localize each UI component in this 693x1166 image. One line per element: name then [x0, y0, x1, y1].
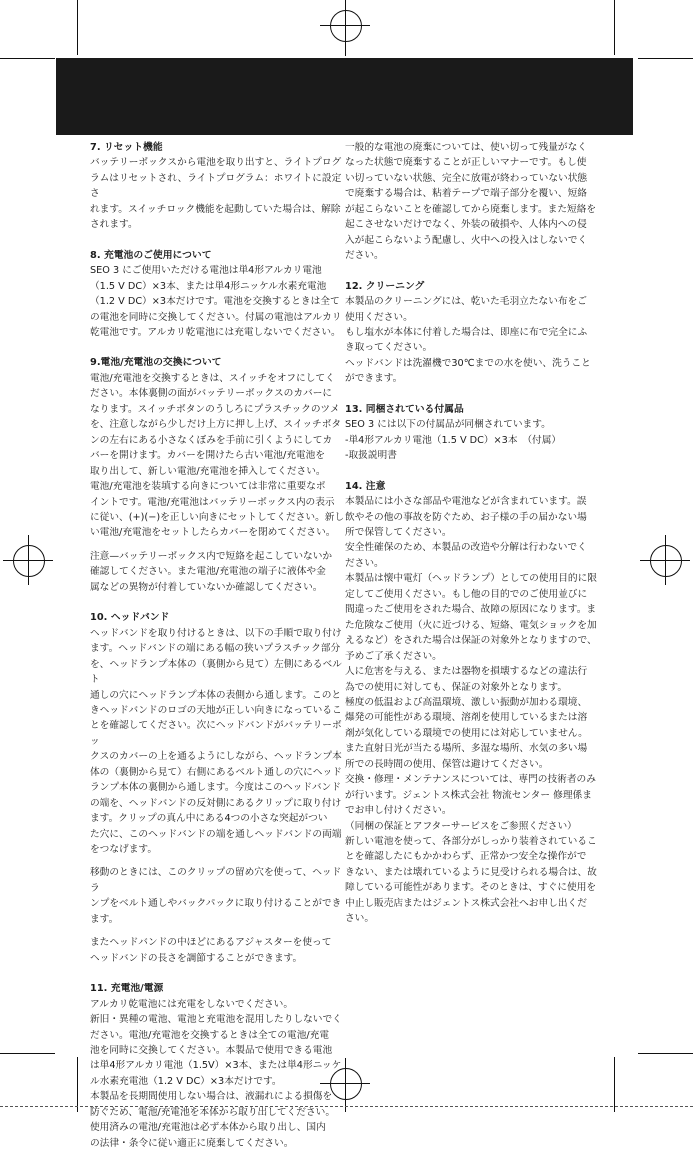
section-reset [90, 140, 348, 233]
left-column [90, 140, 348, 1166]
crop-mark [614, 0, 615, 55]
section-power [90, 981, 348, 1151]
crop-mark [0, 1053, 55, 1054]
section-body: 一般的な電池の廃棄については、使い切って残量がなく なった状態で廃棄することが正しいマナーです。もし使 い切っていない状態、完全に放電が終わっていない状態 で廃棄する場合は、粘着テープで端子部分を覆い、短絡 が起こらないことを確認してから廃棄します。また短絡を 起こさせないだけでなく、外装の破損や、人体内への侵 入が起こらないよう配慮し、火中への投入はしないでく ださい。 [345, 142, 597, 262]
section-body: SEO 3 にご使用いただける電池は単4形アルカリ電池 （1.5 V DC）×3本、または単4形ニッケル水素充電池 （1.2 V DC）×3本だけです。電池を交換するときは全て の電池を同時に交換してください。付属の電池はアルカリ 乾電池です。アルカリ乾電池には充電しないでください。 [90, 265, 342, 338]
section-disposal [345, 140, 603, 264]
section-caution [345, 479, 603, 927]
crop-mark [638, 58, 693, 59]
section-battery-replacement [90, 355, 348, 595]
section-title: 11. 充電池/電源 [90, 983, 164, 995]
crop-mark [638, 1053, 693, 1054]
section-title: 8. 充電池のご使用について [90, 249, 212, 261]
section-body: SEO 3 には以下の付属品が同梱されています。 -単4形アルカリ電池（1.5 V DC）×3本 （付属） -取扱説明書 [345, 419, 562, 462]
section-title: 14. 注意 [345, 480, 386, 492]
section-body: アルカリ乾電池には充電をしないでください。 新旧・異種の電池、電池と充電池を混用したりしないでく ださい。電池/充電池を交換するときは全ての電池/充電 池を同時に交換してください。本製品で使用できる電池 は単4形アルカリ電池（1.5V）×3本、または単4形ニッケ ル水素充電池（1.2 V DC）×3本だけです。 本製品を長期間使用しない場合は、液漏れによる損傷を 防ぐため、電池/充電池を本体から取り出してください。 使用済みの電池/充電池は必ず本体から取り出し、国内 の法律・条令に従い適正に廃棄してください。 [90, 998, 342, 1149]
section-body: 本製品には小さな部品や電池などが含まれています。誤 飲やその他の事故を防ぐため、お子様の手の届かない場 所で保管してください。 安全性確保のため、本製品の改造や分解は行わないでく ださい。 本製品は懐中電灯（ヘッドランプ）としての使用目的に限 定してご使用ください。もし他の目的でのご使用並びに 間違ったご使用をされた場合、故障の原因になります。ま た危険なご使用（火に近づける、短絡、電気ショックを加 えるなど）をされた場合は保証の対象外となりますので、 予めご了承ください。 人に危害を与える、または器物を損壊するなどの違法行 為での使用に対しても、保証の対象外となります。 極度の低温および高温環境、激しい振動が加わる環境、 爆発の可能性がある環境、溶剤を使用しているまたは溶 剤が気化している環境での使用には対応していません。 また直射日光が当たる場所、多湿な場所、水気の多い場 所での長時間の使用、保管は避けてください。 交換・修理・メンテナンスについては、専門の技術者のみ が行います。ジェントス株式会社 物流センター 修理係ま でお申し付けください。 （同梱の保証とアフターサービスをご参照ください） 新しい電池を使って、各部分がしっかり装着されているこ とを確認したにもかかわらず、正常かつ安全な操作がで きない、または壊れているように見受けられる場合は、故 障している可能性があります。そのときは、すぐに使用を 中止し販売店またはジェントス株式会社へお申し出くだ さい。 [345, 496, 597, 925]
section-paragraph: またヘッドバンドの中ほどにあるアジャスターを使って ヘッドバンドの長さを調節することができます。 [90, 937, 332, 964]
right-column [345, 140, 603, 942]
section-paragraph: 移動のときには、このクリップの留め穴を使って、ヘッドラ ンプをベルト通しやバックパックに取り付けることができ ます。 [90, 867, 342, 925]
header-band [56, 58, 633, 135]
section-accessories [345, 402, 603, 464]
section-headband [90, 610, 348, 966]
crop-mark [614, 1057, 615, 1112]
section-body: 本製品のクリーニングには、乾いた毛羽立たない布をご 使用ください。 もし塩水が本体に付着した場合は、即座に布で完全にふ き取ってください。 ヘッドバンドは洗濯機で30℃までの水を使い、洗うこと ができます。 [345, 296, 591, 385]
section-body: バッテリーボックスから電池を取り出すと、ライトプログ ラムはリセットされ、ライトプログラム：ホワイトに設定さ れます。スイッチロック機能を起動していた場合は、解除 されます。 [90, 157, 342, 231]
crop-mark [0, 58, 55, 59]
bottom-dashed-rule [0, 1106, 693, 1107]
section-body: 電池/充電池を交換するときは、スイッチをオフにしてく ださい。本体裏側の面がバッテリーボックスのカバーに なります。スイッチボタンのうしろにプラスチックのツメ を、注意しながら少しだけ上方に押し上げ、スイッチボタ ンの左右にある小さなくぼみを手前に引くようにしてカ バーを開けます。カバーを開けたら古い電池/充電池を 取り出して、新しい電池/充電池を挿入してください。 電池/充電池を装填する向きについては非常に重要なポ イントです。電池/充電池はバッテリーボックス内の表示 に従い、(+)(−)を正しい向きにセットしてください。新し い電池/充電池をセットしたらカバーを閉めてください。 [90, 372, 345, 539]
caution-note: 注意—バッテリーボックス内で短絡を起こしていないか 確認してください。また電池/充電池の端子に液体や金 属などの異物が付着していないか確認してください。 [90, 550, 333, 593]
section-title: 13. 同梱されている付属品 [345, 403, 464, 415]
section-cleaning [345, 279, 603, 387]
crop-mark [77, 1057, 78, 1112]
section-body: ヘッドバンドを取り付けるときは、以下の手順で取り付け ます。ヘッドバンドの端にある幅の狭いプラスチック部分 を、ヘッドランプ本体の（裏側から見て）左側にあるベルト 通しの穴にヘッドランプ本体の表側から通します。このと きヘッドバンドのロゴの天地が正しい向きになっているこ とを確認してください。次にヘッドバンドがバッテリーボッ クスのカバーの上を通るようにしながら、ヘッドランプ本 体の（裏側から見て）右側にあるベルト通しの穴にヘッド ランプ本体の裏側から通します。今度はこのヘッドバンド の端を、ヘッドバンドの反対側にあるクリップに取り付け ます。クリップの真ん中にある4つの小さな突起がつい た穴に、このヘッドバンドの端を通しヘッドバンドの両端 をつなげます。 [90, 627, 342, 856]
section-title: 12. クリーニング [345, 280, 425, 292]
section-battery-use [90, 248, 348, 341]
crop-mark [77, 0, 78, 55]
section-title: 10. ヘッドバンド [90, 612, 170, 624]
section-title: 9.電池/充電池の交換について [90, 357, 222, 369]
section-title: 7. リセット機能 [90, 142, 163, 153]
